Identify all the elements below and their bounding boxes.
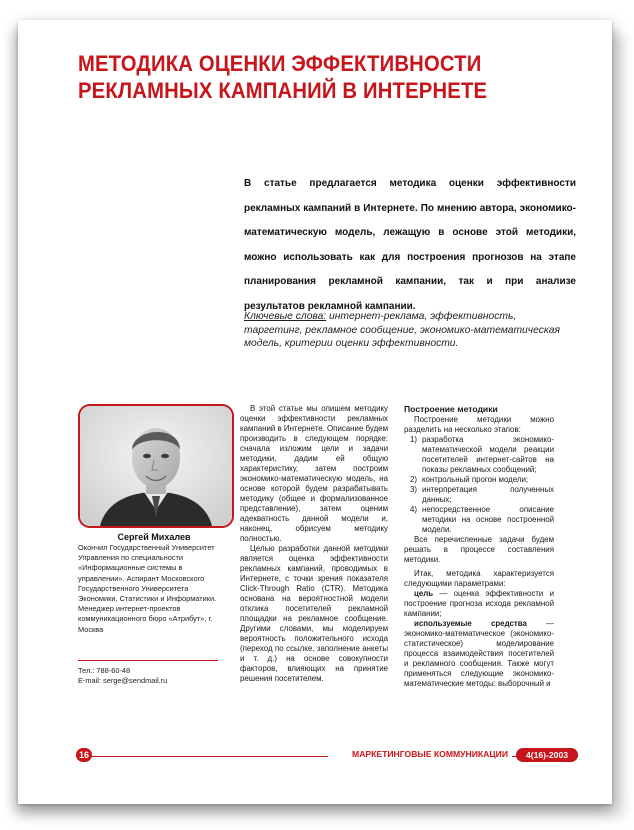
author-name: Сергей Михалев [117,532,191,542]
section-heading: Построение методики [404,404,498,414]
text-column-2 [404,404,554,689]
paragraph: В этой статье мы опишем методику оценки эффективности рекламных кампаний в Интернете. Описание будем производить в следующем порядке: сначала изложим цели и задачи методики, дадим ей общую характеристику, затем построим экономико-математическую модель, на основе которой будем разрабатывать методику (общее и формализованное представление), затем оценим адекватность данной модели и, наконец, обрисуем методику полностью. [240,404,388,543]
article-lead: В статье предлагается методика оценки эффективности рекламных кампаний в Интернете. По мнению автора, экономико-математическую модель, лежащую в основе этой методики, можно использовать как для построения прогнозов на этапе планирования рекламной кампании, так и при анализе результатов рекламной кампании. [244,178,576,312]
magazine-page [18,20,612,804]
keywords-text: интернет-реклама, эффективность, таргетинг, рекламное сообщение, экономико-математическая модель, критерии оценки эффективности. [244,311,560,349]
journal-name: МАРКЕТИНГОВЫЕ КОММУНИКАЦИИ [328,749,512,759]
list-item: 2) контрольный прогон модели; [410,475,529,484]
author-bio: Окончил Государственный Университет Управления по специальности «Информационные системы в управлении». Аспирант Московского Государственного Университета Экономики, Статистики и Информатики. Менеджер интернет-проектов коммуникационного бюро «Атрибут», г. Москва [78,543,217,634]
list-item: 4) непосредственное описание методики на основе построенной модели. [410,505,554,534]
steps-list [404,435,554,535]
keywords [244,310,576,351]
article-title-line-2: РЕКЛАМНЫХ КАМПАНИЙ В ИНТЕРНЕТЕ [78,78,488,103]
keywords-label: Ключевые слова: [244,311,327,322]
author-email: E-mail: serge@sendmail.ru [78,676,168,686]
goal-text: — оценка эффективности и построение прогноза исхода рекламной кампании; [404,589,554,618]
list-item: 3) интерпретация полученных данных; [410,485,554,504]
list-item: 1) разработка экономико-математической модели реакции посетителей интернет-сайтов на показы рекламных сообщений; [410,435,554,474]
tools-text: — экономико-математическое (экономико-статистическое) моделирование процесса взаимодействия посетителей и рекламного сообщения. Также могут применяться следующие экономико-математические методы: выборочный и [404,619,554,688]
goal-label: цель [414,589,434,598]
author-contacts [78,666,226,686]
article-title [78,50,538,104]
article-title-line-1: МЕТОДИКА ОЦЕНКИ ЭФФЕКТИВНОСТИ [78,51,482,76]
author-divider [78,660,218,661]
paragraph: Построение методики можно разделить на несколько этапов: [404,415,554,434]
paragraph-goal [404,589,554,619]
paragraph: Все перечисленные задачи будем решать в процессе составления методики. [404,535,554,564]
author-photo [78,404,234,528]
issue-number: 4(16)-2003 [516,748,578,762]
text-column-1 [240,404,388,684]
tools-label: используемые средства [414,619,527,628]
paragraph: Целью разработки данной методики является оценка эффективности рекламных кампаний, проводимых в Интернете, с точки зрения показателя Click-Through Ratio (CTR). Методика основана на вероятностной модели отклика посетителей рекламной площадки на рекламное сообщение. Другими словами, мы моделируем вероятность положительного исхода (переход по ссылке, заполнение анкеты и т. д.) на основе совокупности факторов, влияющих на принятие решения посетителем. [240,544,388,683]
paragraph: Итак, методика характеризуется следующими параметрами: [404,569,554,588]
author-phone: Тел.: 788-60-48 [78,666,131,675]
page-number: 16 [76,748,92,762]
author-portrait-icon [80,406,232,526]
paragraph-tools [404,619,554,689]
